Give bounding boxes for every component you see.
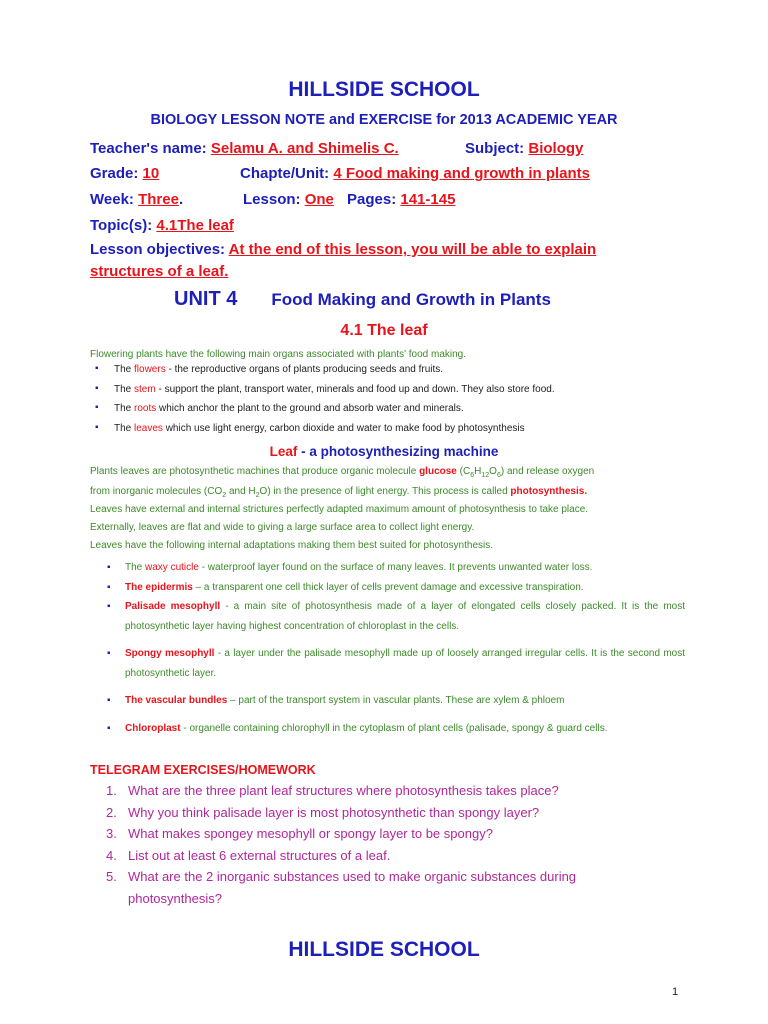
exercises-list xyxy=(90,780,650,909)
page-number: 1 xyxy=(672,986,679,998)
section-title: 4.1 The leaf xyxy=(340,322,428,339)
list-item: ▪ The leaves which use light energy, carbon dioxide and water to make food by photosynthesis xyxy=(90,423,730,443)
objectives-line xyxy=(90,241,596,258)
list-item: ▪ The epidermis – a transparent one cell thick layer of cells prevent damage and excessive transpiration. xyxy=(105,578,685,598)
list-item: 5. What are the 2 inorganic substances used to make organic substances during photosynthesis? xyxy=(106,869,577,906)
list-item: 3. What makes spongey mesophyll or spongy layer to be spongy? xyxy=(106,826,493,841)
topic-label: Topic(s): xyxy=(90,217,153,234)
list-item: 4. List out at least 6 external structures of a leaf. xyxy=(106,847,391,863)
list-item: ▪ Palisade mesophyll - a main site of photosynthesis made of a layer of elongated cells closely packed. It is the most photosynthetic layer having highest concentration of chloroplast in the cells. xyxy=(105,597,685,636)
unit-value: 4 Food making and growth in plants xyxy=(333,165,591,182)
pages-value: 141-145 xyxy=(400,191,456,208)
lesson-line xyxy=(243,191,334,208)
exercises-heading: TELEGRAM EXERCISES/HOMEWORK xyxy=(90,763,316,777)
list-item: ▪ Spongy mesophyll - a layer under the palisade mesophyll made up of loosely arranged irregular cells. It is the second most photosynthetic layer. xyxy=(105,644,685,683)
lesson-label: Lesson: xyxy=(243,191,301,208)
leaf-para-line-1: Plants leaves are photosynthetic machines that produce organic molecule glucose $(C_6H_{12}O_6)$ and release oxygen xyxy=(90,466,595,479)
objectives-label: Lesson objectives: xyxy=(90,241,226,258)
school-title: HILLSIDE SCHOOL xyxy=(288,78,480,101)
intro-text: Flowering plants have the following main organs associated with plants' food making. xyxy=(90,349,467,360)
unit-number: UNIT 4 xyxy=(174,288,238,310)
grade-line xyxy=(90,165,159,182)
objectives-text-1: At the end of this lesson, you will be able to explain xyxy=(228,241,597,258)
objectives-text-2: structures of a leaf. xyxy=(90,263,229,280)
leaf-para-line-5: Leaves have the following internal adaptations making them best suited for photosynthesis. xyxy=(90,540,494,551)
teacher-value: Selamu A. and Shimelis C. xyxy=(210,140,399,157)
unit-heading xyxy=(174,288,551,311)
subject-line xyxy=(465,140,583,157)
topic-line xyxy=(90,217,234,234)
pages-label: Pages: xyxy=(347,191,397,208)
lesson-subtitle: BIOLOGY LESSON NOTE and EXERCISE for 2013 ACADEMIC YEAR xyxy=(150,112,618,128)
week-label: Week: xyxy=(90,191,134,208)
list-item: 2. Why you think palisade layer is most photosynthetic than spongy layer? xyxy=(106,804,540,820)
week-value: Three xyxy=(138,191,179,208)
leaf-heading-term: Leaf xyxy=(269,444,298,459)
list-item: ▪ The roots which anchor the plant to the ground and absorb water and minerals. xyxy=(90,403,730,423)
leaf-para-line-4: Externally, leaves are flat and wide to giving a large surface area to collect light energy. xyxy=(90,522,475,533)
adaptations-list xyxy=(105,558,685,738)
leaf-heading xyxy=(0,444,768,459)
unit-name: Food Making and Growth in Plants xyxy=(271,290,551,309)
grade-value: 10 xyxy=(142,165,160,182)
list-item: ▪ The flowers - the reproductive organs of plants producing seeds and fruits. xyxy=(90,364,730,384)
leaf-para-line-2: from inorganic molecules ($CO_2$ and $H_2O$) in the presence of light energy. This process is called photosynthesis. xyxy=(90,486,588,499)
footer-school-title: HILLSIDE SCHOOL xyxy=(288,938,480,961)
leaf-para-line-3: Leaves have external and internal strictures perfectly adapted maximum amount of photosynthesis to take place. xyxy=(90,504,589,515)
teacher-label: Teacher's name: xyxy=(90,140,207,157)
subject-value: Biology xyxy=(528,140,584,157)
unit-line xyxy=(240,165,590,182)
week-line xyxy=(90,191,183,208)
subject-label: Subject: xyxy=(465,140,525,157)
leaf-heading-rest: - a photosynthesizing machine xyxy=(297,444,499,459)
teacher-line xyxy=(90,140,399,157)
list-item: ▪ The waxy cuticle - waterproof layer found on the surface of many leaves. It prevents unwanted water loss. xyxy=(105,558,685,578)
list-item: ▪ The stem - support the plant, transport water, minerals and food up and down. They also store food. xyxy=(90,384,730,404)
list-item: ▪ The vascular bundles – part of the transport system in vascular plants. These are xylem & phloem xyxy=(105,691,685,711)
list-item: ▪ Chloroplast - organelle containing chlorophyll in the cytoplasm of plant cells (palisade, spongy & guard cells. xyxy=(105,719,685,739)
objectives-line-2 xyxy=(90,263,228,280)
pages-line xyxy=(347,191,455,208)
lesson-value: One xyxy=(304,191,334,208)
topic-value: 4.1The leaf xyxy=(156,217,234,234)
week-dot: . xyxy=(178,191,184,208)
organs-list xyxy=(90,364,730,442)
list-item: 1. What are the three plant leaf structures where photosynthesis takes place? xyxy=(106,783,559,798)
unit-label: Chapte/Unit: xyxy=(240,165,330,182)
grade-label: Grade: xyxy=(90,165,139,182)
